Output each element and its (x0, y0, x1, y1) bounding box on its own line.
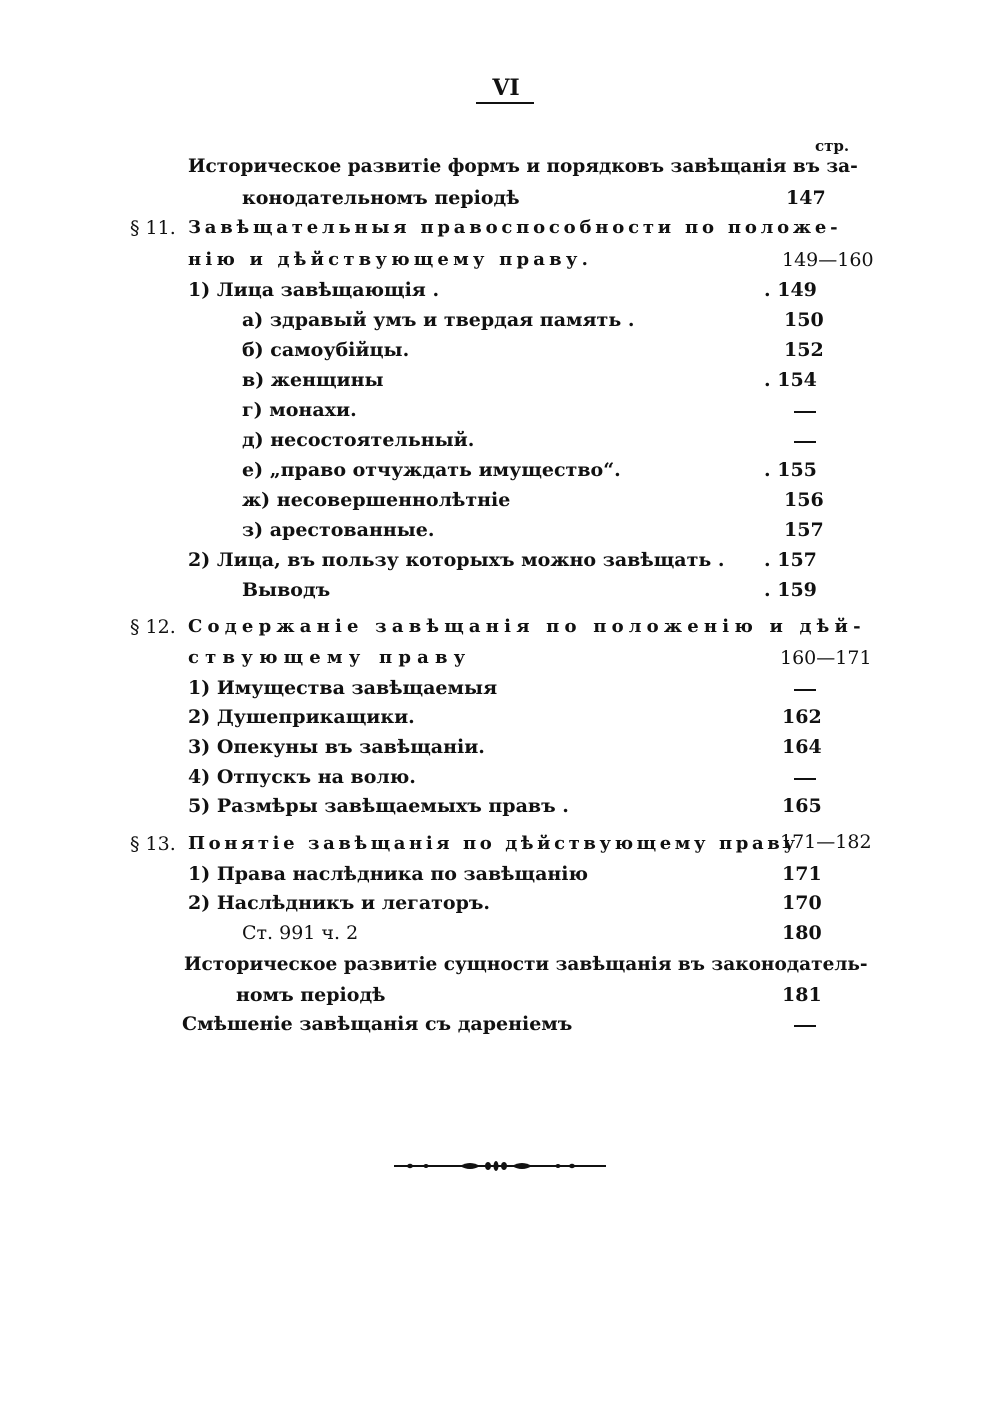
toc-entry-historical-essence-line1: Историческое развитіе сущности завѣщанія въ законодатель- (184, 954, 868, 975)
toc-dash (794, 1025, 816, 1027)
toc-page-181: 181 (782, 984, 822, 1006)
toc-page-180: 180 (782, 922, 822, 944)
toc-entry-testators: 1) Лица завѣщающія . (188, 279, 440, 301)
toc-entry-extent-of-rights: 5) Размѣры завѣщаемыхъ правъ . (188, 795, 569, 817)
toc-entry-historical-essence-line2: номъ періодѣ (236, 984, 386, 1006)
toc-page-160-171: 160—171 (780, 647, 872, 669)
toc-page-149: . 149 (764, 279, 817, 301)
section-12-title-line2: ствующему праву (188, 647, 472, 668)
ornament-divider-icon (390, 1156, 610, 1176)
page-number: VI (492, 75, 520, 101)
toc-entry-insolvent: д) несостоятельный. (242, 429, 475, 451)
page-column-header: стр. (815, 137, 850, 155)
toc-entry-right-to-alienate: е) „право отчуждать имущество“. (242, 459, 621, 481)
toc-entry-sound-mind: а) здравый умъ и твердая память . (242, 309, 635, 331)
toc-page-171: 171 (782, 863, 822, 885)
toc-page-149-160: 149—160 (782, 249, 874, 271)
section-11-title-line1: Завѣщательныя правоспособности по положе- (188, 217, 842, 238)
toc-entry-conclusion: Выводъ (242, 579, 331, 601)
toc-dash (794, 411, 816, 413)
toc-entry-mixing-with-gift: Смѣшеніе завѣщанія съ дареніемъ (182, 1013, 573, 1035)
section-11-mark: § 11. (130, 217, 176, 239)
section-11-title-line2: нію и дѣйствующему праву. (188, 249, 593, 270)
toc-page-170: 170 (782, 892, 822, 914)
toc-page-155: . 155 (764, 459, 817, 481)
toc-page-171-182: 171—182 (780, 831, 872, 853)
toc-page-147: 147 (786, 187, 826, 209)
toc-entry-women: в) женщины (242, 369, 384, 391)
toc-page-150: 150 (784, 309, 824, 331)
toc-page-164: 164 (782, 736, 822, 758)
section-12-title-line1: Содержаніе завѣщанія по положенію и дѣй- (188, 616, 866, 637)
toc-page-157: 157 (784, 519, 824, 541)
toc-entry-arrested: з) арестованные. (242, 519, 435, 541)
toc-entry-article-991: Ст. 991 ч. 2 (242, 922, 359, 944)
toc-entry-manumission: 4) Отпускъ на волю. (188, 766, 416, 788)
toc-page-154: . 154 (764, 369, 817, 391)
toc-entry-heir-and-legatee: 2) Наслѣдникъ и легаторъ. (188, 892, 491, 914)
toc-entry-bequeathed-property: 1) Имущества завѣщаемыя (188, 677, 498, 699)
toc-entry-monks: г) монахи. (242, 399, 357, 421)
section-13-mark: § 13. (130, 833, 176, 855)
toc-entry-historical-forms-line2: конодательномъ періодѣ (242, 187, 520, 209)
section-12-mark: § 12. (130, 616, 176, 638)
toc-page-162: 162 (782, 706, 822, 728)
section-13-title: Понятіе завѣщанія по дѣйствующему праву (188, 833, 799, 854)
toc-entry-beneficiaries: 2) Лица, въ пользу которыхъ можно завѣщать . (188, 549, 725, 571)
toc-dash (794, 778, 816, 780)
toc-entry-executors: 2) Душеприкащики. (188, 706, 415, 728)
toc-page-152: 152 (784, 339, 824, 361)
toc-entry-heir-rights: 1) Права наслѣдника по завѣщанію (188, 863, 589, 885)
toc-page-159: . 159 (764, 579, 817, 601)
page-number-underline (476, 102, 534, 104)
toc-entry-historical-forms-line1: Историческое развитіе формъ и порядковъ завѣщанія въ за- (188, 156, 858, 177)
toc-dash (794, 441, 816, 443)
toc-page-156: 156 (784, 489, 824, 511)
toc-entry-guardians: 3) Опекуны въ завѣщаніи. (188, 736, 485, 758)
toc-entry-suicides: б) самоубійцы. (242, 339, 410, 361)
toc-page-157b: . 157 (764, 549, 817, 571)
toc-dash (794, 689, 816, 691)
toc-page-165: 165 (782, 795, 822, 817)
toc-entry-minors: ж) несовершеннолѣтніе (242, 489, 511, 511)
